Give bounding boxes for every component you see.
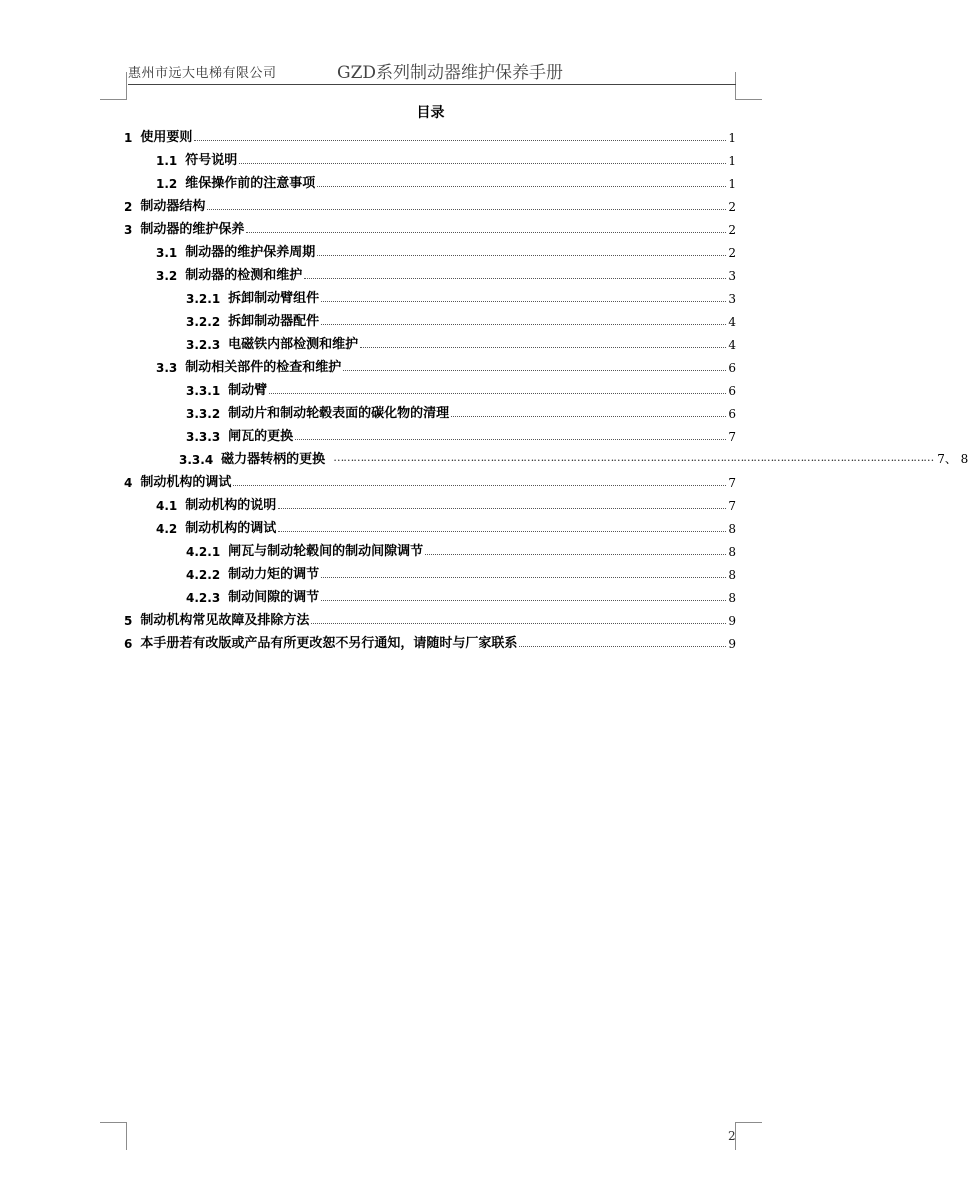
toc-entry[interactable] [124, 214, 736, 237]
toc-entry[interactable] [124, 168, 736, 191]
header-company: 惠州市远大电梯有限公司 [128, 66, 277, 81]
toc-entry[interactable] [124, 582, 736, 605]
toc-leader [343, 369, 726, 371]
toc-entry-title: 电磁铁内部检测和维护 [228, 337, 359, 352]
toc-entry-number: 4.2 [156, 522, 178, 536]
toc-entry[interactable] [124, 398, 736, 421]
toc-entry[interactable] [124, 352, 736, 375]
toc-entry-page: 4 [728, 338, 736, 352]
toc-entry-number: 1.2 [156, 177, 178, 191]
toc-entry-title: 制动器的维护保养 [140, 222, 245, 237]
toc-entry-number: 1.1 [156, 154, 178, 168]
toc-entry-number: 3.2.1 [186, 292, 221, 306]
toc-leader [519, 645, 726, 647]
toc-entry-page: 8 [728, 568, 736, 582]
toc-entry[interactable] [124, 260, 736, 283]
crop-mark [735, 99, 762, 100]
toc-leader [321, 323, 726, 325]
toc-entry[interactable] [124, 444, 968, 467]
toc-entry-title: 拆卸制动器配件 [228, 314, 320, 329]
toc-leader [269, 392, 726, 394]
toc-entry-title: 磁力器转柄的更换 [221, 452, 326, 467]
crop-mark [735, 1122, 762, 1123]
toc-entry[interactable] [124, 191, 736, 214]
toc-entry-title: 本手册若有改版或产品有所更改恕不另行通知，请随时与厂家联系 [140, 636, 518, 651]
toc-entry-number: 3.2 [156, 269, 178, 283]
crop-mark [126, 72, 127, 100]
toc-entry-title: 制动力矩的调节 [228, 567, 320, 582]
toc-entry-title: 制动臂 [228, 383, 268, 398]
toc-entry-number: 3.3.3 [186, 430, 221, 444]
toc-leader [278, 507, 726, 509]
toc-entry-page: 4 [728, 315, 736, 329]
toc-entry-title: 闸瓦的更换 [228, 429, 294, 444]
toc-entry-number: 4 [124, 476, 133, 490]
crop-mark [100, 99, 127, 100]
toc-entry-number: 5 [124, 614, 133, 628]
toc-entry-page: 8 [728, 522, 736, 536]
toc-entry[interactable] [124, 375, 736, 398]
toc-entry-page: 7 [728, 476, 736, 490]
toc-entry-page: 7、 8 [937, 452, 968, 466]
toc-entry-page: 2 [728, 200, 736, 214]
toc-entry-title: 使用要则 [140, 130, 193, 145]
toc-entry-page: 6 [728, 384, 736, 398]
toc-leader [194, 139, 726, 141]
toc-leader [451, 415, 726, 417]
toc-entry-number: 2 [124, 200, 133, 214]
toc-entry[interactable] [124, 306, 736, 329]
header-manual-title: GZD系列制动器维护保养手册 [337, 63, 564, 83]
toc-leader [360, 346, 726, 348]
toc-entry-page: 3 [728, 292, 736, 306]
toc-entry-title: 闸瓦与制动轮毂间的制动间隙调节 [228, 544, 424, 559]
toc-entry-title: 制动器结构 [140, 199, 206, 214]
toc-entry-page: 7 [728, 430, 736, 444]
toc-entry[interactable] [124, 628, 736, 651]
toc-entry[interactable] [124, 329, 736, 352]
toc-entry-number: 4.2.1 [186, 545, 221, 559]
crop-mark [126, 1122, 127, 1150]
toc-entry-number: 3.3.1 [186, 384, 221, 398]
toc-leader [207, 208, 726, 210]
toc-title: 目录 [416, 105, 445, 121]
toc-leader [321, 599, 726, 601]
toc-entry-page: 3 [728, 269, 736, 283]
toc-entry-title: 制动相关部件的检查和维护 [185, 360, 342, 375]
page-number: 2 [728, 1129, 736, 1143]
toc-entry-title: 制动片和制动轮毂表面的碳化物的清理 [228, 406, 450, 421]
toc-entry-number: 1 [124, 131, 133, 145]
toc-leader [278, 530, 726, 532]
toc-entry-number: 3.2.3 [186, 338, 221, 352]
toc-leader [239, 162, 726, 164]
table-of-contents [124, 122, 968, 651]
toc-entry-page: 1 [728, 131, 736, 145]
toc-entry[interactable] [124, 490, 736, 513]
toc-entry[interactable] [124, 536, 736, 559]
toc-entry[interactable] [124, 559, 736, 582]
toc-entry[interactable] [124, 145, 736, 168]
toc-entry[interactable] [124, 467, 736, 490]
toc-leader [311, 622, 726, 624]
toc-leader [317, 254, 726, 256]
toc-leader [233, 484, 726, 486]
toc-leader [321, 300, 726, 302]
toc-entry-page: 6 [728, 407, 736, 421]
toc-entry-page: 9 [728, 637, 736, 651]
toc-leader: ……………………………………………………………………………………………………………………………………………………………… [333, 451, 934, 464]
toc-entry-page: 8 [728, 545, 736, 559]
toc-entry-page: 6 [728, 361, 736, 375]
toc-entry[interactable] [124, 421, 736, 444]
toc-leader [317, 185, 726, 187]
toc-entry-number: 3.3 [156, 361, 178, 375]
toc-entry-title: 制动间隙的调节 [228, 590, 320, 605]
toc-entry-title: 制动器的维护保养周期 [185, 245, 316, 260]
toc-leader [321, 576, 726, 578]
toc-entry-page: 7 [728, 499, 736, 513]
crop-mark [100, 1122, 127, 1123]
crop-mark [735, 72, 736, 100]
toc-entry-number: 3 [124, 223, 133, 237]
toc-entry-number: 4.1 [156, 499, 178, 513]
toc-leader [425, 553, 726, 555]
toc-entry-number: 6 [124, 637, 133, 651]
toc-entry-page: 9 [728, 614, 736, 628]
toc-entry-number: 4.2.2 [186, 568, 221, 582]
toc-leader [304, 277, 726, 279]
toc-entry-number: 3.3.2 [186, 407, 221, 421]
toc-entry-number: 3.3.4 [179, 453, 214, 467]
toc-entry-number: 3.2.2 [186, 315, 221, 329]
toc-entry[interactable] [124, 283, 736, 306]
toc-entry[interactable] [124, 513, 736, 536]
toc-leader [246, 231, 726, 233]
toc-entry-title: 拆卸制动臂组件 [228, 291, 320, 306]
toc-leader [295, 438, 726, 440]
toc-entry-title: 维保操作前的注意事项 [185, 176, 316, 191]
toc-entry-number: 3.1 [156, 246, 178, 260]
toc-entry-page: 1 [728, 154, 736, 168]
toc-entry-page: 2 [728, 223, 736, 237]
toc-entry-page: 8 [728, 591, 736, 605]
toc-entry-title: 制动器的检测和维护 [185, 268, 303, 283]
toc-entry-title: 制动机构的说明 [185, 498, 277, 513]
header-rule [128, 84, 736, 85]
toc-entry-title: 符号说明 [185, 153, 238, 168]
toc-entry-title: 制动机构的调试 [140, 475, 232, 490]
toc-entry[interactable] [124, 122, 736, 145]
toc-entry-page: 2 [728, 246, 736, 260]
toc-entry-number: 4.2.3 [186, 591, 221, 605]
toc-entry[interactable] [124, 237, 736, 260]
toc-entry-title: 制动机构的调试 [185, 521, 277, 536]
toc-entry[interactable] [124, 605, 736, 628]
toc-entry-page: 1 [728, 177, 736, 191]
toc-entry-title: 制动机构常见故障及排除方法 [140, 613, 310, 628]
